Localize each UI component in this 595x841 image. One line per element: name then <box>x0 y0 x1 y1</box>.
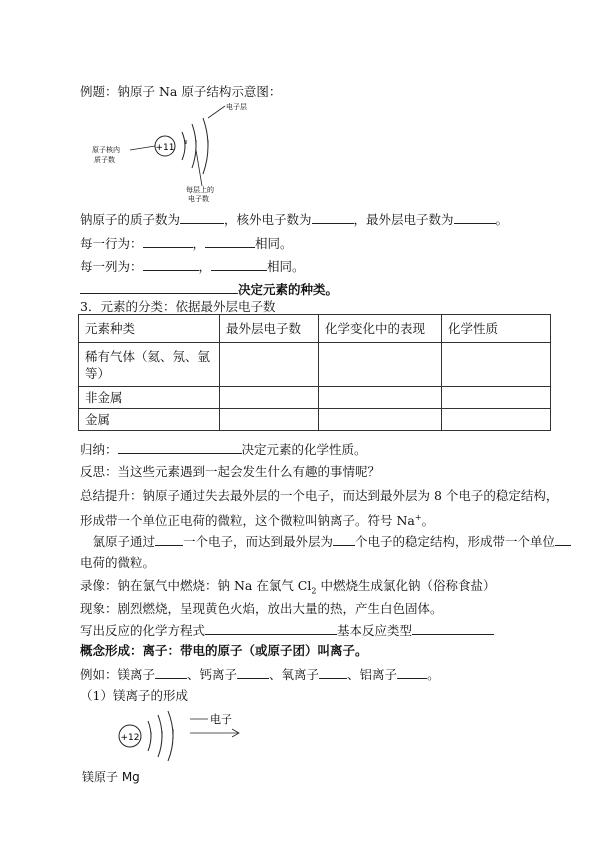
row-question: 每一行为： ， 相同。 <box>80 236 293 251</box>
element-classification-table <box>78 314 551 431</box>
answer-blank <box>143 258 199 271</box>
answer-blank <box>143 235 193 248</box>
video-line: 录像：钠在氯气中燃烧：钠 Na 在氯气 $Cl_2$ 中燃烧生成氯化钠（俗称食盐） <box>80 578 496 596</box>
chlorine-paragraph-2: 电荷的微粒。 <box>80 555 156 570</box>
table-cell[interactable] <box>220 409 319 431</box>
arrow-label: 电子 <box>210 713 232 726</box>
subshell-label: 电子层 <box>226 103 247 111</box>
examples-line: 例如：镁离子 、钙离子 、氧离子 、铝离子 。 <box>80 667 440 682</box>
sodium-question: 钠原子的质子数为 ，核外电子数为 ，最外层电子数为 。 <box>80 212 509 227</box>
summary-paragraph-1: 总结提升：钠原子通过失去最外层的一个电子，而达到最外层为 8 个电子的稳定结构， <box>80 488 559 503</box>
table-row <box>79 387 551 409</box>
mg-atom-label: 镁原子 Mg <box>82 770 140 784</box>
sodium-atom-diagram <box>90 100 260 204</box>
summary-line: 归纳： 决定元素的化学性质。 <box>80 442 367 457</box>
answer-blank <box>312 211 354 224</box>
answer-blank <box>205 622 337 635</box>
answer-blank <box>155 533 183 546</box>
answer-blank <box>237 666 269 679</box>
equation-line: 写出反应的化学方程式 基本反应类型 <box>80 622 494 639</box>
electron-label-1: 每层上的 <box>186 186 214 194</box>
answer-blank <box>211 258 267 271</box>
kind-question: 决定元素的种类。 <box>80 281 338 298</box>
table-header: 化学变化中的表现 <box>319 315 442 343</box>
electron-label-2: 电子数 <box>188 195 209 203</box>
concept-line: 概念形成：离子：带电的原子（或原子团）叫离子。 <box>80 643 368 658</box>
mg-formation-title: （1）镁离子的形成 <box>80 688 188 703</box>
nucleus-label-2: 质子数 <box>94 156 115 164</box>
table-cell[interactable] <box>442 409 551 431</box>
chlorine-paragraph-1: 氯原子通过 一个电子，而达到最外层为 个电子的稳定结构，形成带一个单位 <box>80 533 571 550</box>
reflect-line: 反思：当这些元素遇到一起会发生什么有趣的事情呢？ <box>80 464 381 479</box>
answer-blank <box>454 211 496 224</box>
table-cell: 稀有气体（氦、氖、氩 等） <box>79 343 220 387</box>
phenomenon-line: 现象：剧烈燃烧，呈现黄色火焰，放出大量的热，产生白色固体。 <box>80 601 443 616</box>
table-cell[interactable] <box>220 343 319 387</box>
answer-blank <box>180 211 224 224</box>
answer-blank <box>118 441 242 454</box>
table-cell[interactable] <box>442 387 551 409</box>
table-cell: 金属 <box>79 409 220 431</box>
answer-blank <box>319 666 347 679</box>
summary-paragraph-2: 形成带一个单位正电荷的微粒，这个微粒叫钠离子。符号 Na+。 <box>80 513 435 529</box>
answer-blank <box>333 533 355 546</box>
table-cell[interactable] <box>220 387 319 409</box>
classify-title: 3．元素的分类：依据最外层电子数 <box>80 299 276 314</box>
answer-blank <box>205 235 255 248</box>
table-cell[interactable] <box>319 387 442 409</box>
column-question: 每一列为： ， 相同。 <box>80 259 305 274</box>
answer-blank <box>155 666 187 679</box>
table-header: 最外层电子数 <box>220 315 319 343</box>
table-cell[interactable] <box>319 409 442 431</box>
example-title: 例题：钠原子 Na 原子结构示意图： <box>80 84 282 99</box>
answer-blank <box>397 666 427 679</box>
table-cell: 非金属 <box>79 387 220 409</box>
table-cell[interactable] <box>319 343 442 387</box>
table-header: 元素种类 <box>79 315 220 343</box>
answer-blank <box>80 281 238 294</box>
magnesium-atom-diagram <box>110 705 260 765</box>
answer-blank <box>555 533 571 546</box>
table-row <box>79 409 551 431</box>
nucleus-charge: +11 <box>155 143 175 153</box>
table-row <box>79 343 551 387</box>
mg-nucleus-charge: +12 <box>120 733 140 743</box>
table-header-row <box>79 315 551 343</box>
answer-blank <box>412 622 494 635</box>
table-header: 化学性质 <box>442 315 551 343</box>
table-cell[interactable] <box>442 343 551 387</box>
nucleus-label-1: 原子核内 <box>92 146 120 154</box>
